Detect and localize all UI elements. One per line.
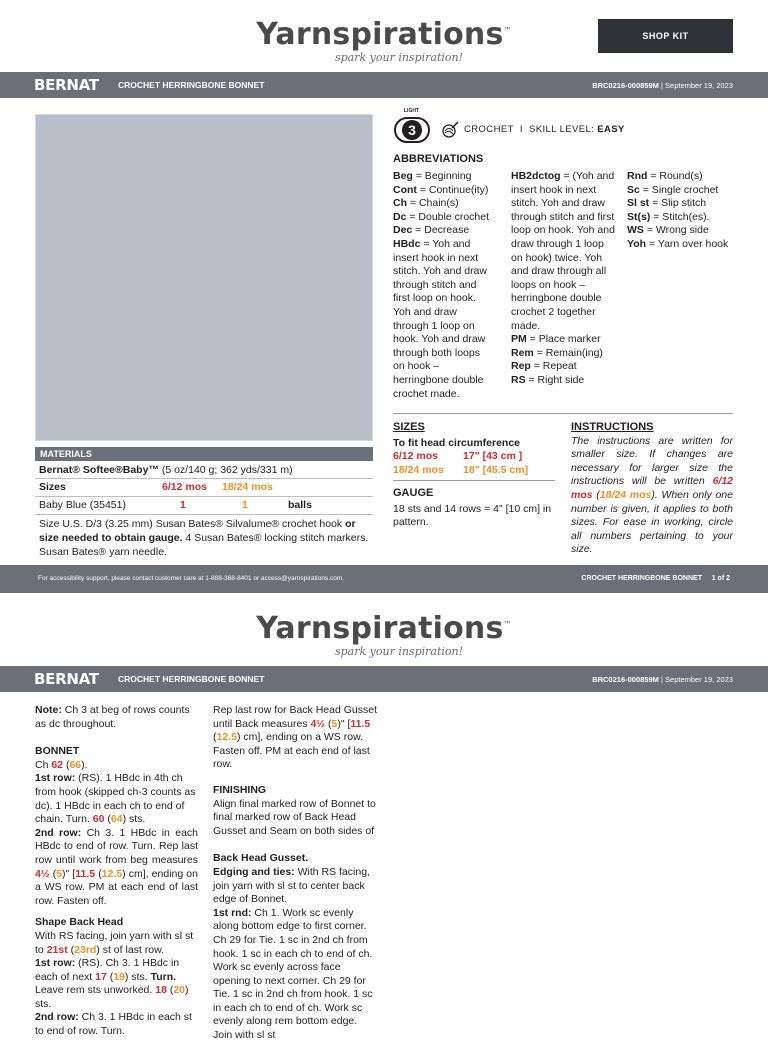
n: 4½ <box>310 717 326 730</box>
abbreviation-entry <box>627 238 735 252</box>
sizes-label: Sizes <box>39 481 66 493</box>
abbreviation-definition: = Beginning <box>412 170 472 182</box>
skill-label: SKILL LEVEL: <box>529 124 595 135</box>
chain-instruction <box>35 759 198 773</box>
n: 12.5 <box>216 731 237 744</box>
gauge-text: 18 sts and 14 rows = 4" [10 cm] in pattern. <box>393 502 552 528</box>
note-paragraph <box>35 704 198 731</box>
notions-text: 4 Susan Bates® locking stitch markers. Susan Bates® yarn needle. <box>39 532 369 558</box>
skill-level: EASY <box>597 124 625 135</box>
logo-word: Yarnspirations <box>256 17 504 52</box>
abbreviation-term: HB2dctog <box>511 170 561 182</box>
t: ) st of last row. <box>96 943 164 956</box>
brand-logo: BERNAT <box>34 76 99 94</box>
note-text: Ch 3 at beg of rows counts as dc throughout. <box>35 704 190 730</box>
instructions-size-2: 18/24 mos <box>599 488 652 501</box>
logo-tagline: spark your inspiration! <box>334 51 464 64</box>
t: With RS facing, join yarn with sl st to <box>35 929 194 956</box>
size-col-1: 6/12 mos <box>162 481 207 493</box>
abbreviation-definition: = Decrease <box>412 224 470 237</box>
yarn-weight-number: 3 <box>402 120 422 140</box>
row-label: 2nd row: <box>35 826 82 839</box>
n: 17 <box>95 970 107 983</box>
page2-right-column <box>213 704 377 1043</box>
skill-sep: I <box>519 124 523 135</box>
pattern-title: CROCHET HERRINGBONE BONNET <box>118 80 265 90</box>
logo-tagline: spark your inspiration! <box>334 645 464 658</box>
t: ( <box>95 867 102 880</box>
abbreviation-term: Ch <box>393 197 407 210</box>
row-label: 1st row: <box>35 957 76 970</box>
crochet-hook-icon <box>441 121 459 139</box>
pattern-code-number: BRC0216-000859M <box>592 675 659 684</box>
pattern-code-number: BRC0216-000859M <box>592 81 659 90</box>
sizes-divider <box>393 480 555 481</box>
t: ( <box>63 758 70 771</box>
yarn-weight-icon <box>394 117 430 143</box>
abbreviation-entry <box>511 170 615 333</box>
n: 23rd <box>74 943 97 956</box>
shape-back-head-heading: Shape Back Head <box>35 916 124 929</box>
abbreviation-entry <box>511 374 615 388</box>
abbreviation-entry <box>627 224 735 238</box>
note-label: Note: <box>35 704 62 716</box>
t: ) cm], ending on a WS row. Fasten off. PM at each end of last row. <box>213 731 370 771</box>
logo-trademark: ™ <box>503 620 512 629</box>
abbreviation-term: Dec <box>393 224 413 237</box>
abbreviation-entry <box>627 184 735 198</box>
sizes-title: SIZES <box>393 421 425 433</box>
t: ) sts. <box>124 970 151 983</box>
yarn-spec: (5 oz/140 g; 362 yds/331 m) <box>158 464 293 476</box>
color-name: Baby Blue (35451) <box>39 499 126 511</box>
abbreviation-term: Rnd <box>627 170 648 182</box>
size-2-label: 18/24 mos <box>393 463 444 476</box>
n: 4½ <box>35 867 50 880</box>
qty-unit: balls <box>288 499 312 511</box>
t: ( <box>104 813 111 826</box>
yarn-row <box>35 461 373 479</box>
edge-label: Edging and ties: <box>213 865 295 878</box>
abbreviation-definition: = Stitch(es). <box>650 210 710 223</box>
instructions-text-3: ). When only one number is given, it applies to both sizes. For ease in working, circle all numbers pertaining to your size. <box>571 488 733 556</box>
bonnet-heading: BONNET <box>35 745 80 758</box>
instructions-text-2: ( <box>592 488 600 501</box>
instructions-size-1: 6/12 mos <box>571 475 733 501</box>
abbreviation-term: Rep <box>511 360 531 373</box>
abbreviation-term: Dc <box>393 210 407 223</box>
n: 11.5 <box>75 867 96 880</box>
title-bar-2 <box>0 666 768 692</box>
abbreviation-entry <box>627 197 735 211</box>
abbreviation-definition: = Single crochet <box>639 183 719 196</box>
yarn-name: Bernat® Softee®Baby™ <box>39 464 159 476</box>
pattern-date: | September 19, 2023 <box>661 675 733 684</box>
sizes-block <box>393 421 555 530</box>
logo-trademark: ™ <box>503 26 512 35</box>
row-2-instruction <box>35 827 198 909</box>
sizes-row <box>35 479 373 497</box>
abbreviation-definition: = Continue(ity) <box>416 183 489 196</box>
t: ( <box>106 970 114 983</box>
abbreviation-term: Yoh <box>627 237 647 250</box>
abbreviation-term: PM <box>511 333 527 346</box>
abbreviation-definition: = Wrong side <box>643 224 709 237</box>
abbreviation-term: WS <box>627 224 644 237</box>
abbreviation-entry <box>393 184 493 198</box>
color-row <box>35 497 373 515</box>
shop-kit-button[interactable]: SHOP KIT <box>598 19 733 53</box>
instructions-block <box>571 421 733 557</box>
abbreviations-col-2 <box>511 170 615 388</box>
t: ( <box>49 867 57 880</box>
t: (RS). Ch 3. 1 HBdc in each of next <box>35 957 180 983</box>
abbreviation-term: HBdc <box>393 237 421 250</box>
t: Ch 1. Work sc evenly along bottom edge to first corner. Ch 29 for Tie. 1 sc in 2nd ch from hook. 1 sc in each ch to end of ch. Work sc evenly across face opening to next corner. Ch 29 for Tie. 1 sc in 2nd ch from hook. 1 sc in each ch to end of ch. Work sc evenly along rem bottom edge. Join with sl st <box>213 906 373 1042</box>
n: 19 <box>113 970 125 983</box>
finishing-text: Align final marked row of Bonnet to final marked row of Back Head Gusset and Seam on both sides of <box>213 797 376 837</box>
gusset-heading: Back Head Gusset. <box>213 852 309 865</box>
yarnspirations-logo-2 <box>0 610 768 658</box>
t: Ch 3. 1 HBdc in each HBdc to end of row. Turn. Rep last row until work from beg measures <box>35 826 199 866</box>
n: 62 <box>51 758 64 771</box>
row-label: 1st row: <box>35 772 76 785</box>
size-col-2: 18/24 mos <box>222 481 273 493</box>
abbreviation-entry <box>393 224 493 238</box>
skill-line <box>464 124 625 135</box>
pattern-title: CROCHET HERRINGBONE BONNET <box>118 674 265 684</box>
t: Turn. <box>150 970 177 983</box>
page-footer <box>0 565 768 593</box>
qty-size-2: 1 <box>242 499 248 511</box>
pattern-date: | September 19, 2023 <box>661 81 733 90</box>
abbreviation-entry <box>393 238 493 401</box>
abbreviation-entry <box>393 211 493 225</box>
abbreviations-col-3 <box>627 170 735 252</box>
abbreviation-definition: = Double crochet <box>406 210 490 223</box>
pattern-code <box>592 675 733 684</box>
abbreviation-entry <box>627 211 735 225</box>
yarn-weight-label: LIGHT <box>404 108 419 114</box>
accessibility-note: For accessibility support, please contact customer care at 1-888-368-8401 or access@yarnspirations.com. <box>38 575 345 582</box>
n: 66 <box>69 758 82 771</box>
n: 18 <box>155 984 167 997</box>
finishing-heading: FINISHING <box>213 783 267 796</box>
abbreviation-entry <box>511 360 615 374</box>
abbreviation-term: RS <box>511 373 526 386</box>
n: 21st <box>46 943 68 956</box>
t: (RS). 1 HBdc in 4th ch from hook (skipped ch-3 counts as dc). 1 HBdc in each ch to end of chain. Turn. <box>35 772 196 826</box>
t: Ch <box>35 758 52 771</box>
materials-heading: MATERIALS <box>35 447 373 461</box>
n: 11.5 <box>350 717 371 730</box>
size-1-label: 6/12 mos <box>393 450 438 462</box>
n: 20 <box>173 984 186 997</box>
t: )" [ <box>337 717 351 730</box>
instructions-title: INSTRUCTIONS <box>571 421 654 433</box>
title-bar <box>0 72 768 98</box>
logo-word: Yarnspirations <box>256 611 504 646</box>
abbreviation-term: Sl st <box>627 197 650 210</box>
abbreviation-entry <box>511 333 615 347</box>
abbreviations-title: ABBREVIATIONS <box>393 153 484 165</box>
abbreviation-entry <box>511 347 615 361</box>
t: )" [ <box>62 867 76 880</box>
t: ( <box>325 717 332 730</box>
t: ) sts. <box>122 813 146 826</box>
divider <box>393 413 733 414</box>
hook-text: Size U.S. D/3 (3.25 mm) Susan Bates® Silvalume® crochet hook <box>39 518 346 530</box>
shape-join-instruction <box>35 930 198 957</box>
bonnet-photo <box>35 114 373 441</box>
gauge-note: or size needed to obtain gauge. <box>39 518 356 544</box>
t: ). <box>81 758 88 771</box>
t: ) cm], ending on a WS row. PM at each end of last row. Fasten off. <box>35 867 198 907</box>
abbreviation-definition: = Yarn over hook <box>646 237 729 250</box>
abbreviation-definition: = Slip stitch <box>649 197 707 210</box>
t: ( <box>67 943 75 956</box>
abbreviation-term: Rem <box>511 346 534 359</box>
abbreviation-term: St(s) <box>627 210 651 223</box>
n: 60 <box>92 813 105 826</box>
abbreviation-definition: = Chain(s) <box>407 197 459 210</box>
abbreviation-definition: = Place marker <box>526 333 601 346</box>
qty-size-1: 1 <box>180 499 186 511</box>
n: 12.5 <box>101 867 123 880</box>
gusset-repeat-instruction <box>213 704 377 772</box>
t: With RS facing, join yarn with sl st to center back edge of Bonnet. <box>213 865 370 906</box>
t: Rep last row for Back Head Gusset until Back measures <box>213 704 377 730</box>
rnd-1-instruction <box>213 907 377 1043</box>
abbreviation-entry <box>393 170 493 184</box>
materials-box <box>35 447 373 560</box>
abbreviation-entry <box>393 197 493 211</box>
row-1-instruction <box>35 772 198 826</box>
pattern-code <box>592 81 733 90</box>
t: Ch 3. 1 HBdc in each st to end of row. Turn. <box>35 1011 192 1038</box>
page2-left-column <box>35 704 198 1039</box>
instructions-text <box>571 435 733 557</box>
craft-type: CROCHET <box>464 124 514 135</box>
size-1-measure: 17" [43 cm ] <box>463 450 523 462</box>
abbreviation-entry <box>627 170 735 184</box>
abbreviation-definition: = (Yoh and insert hook in next stitch. Yoh and draw through stitch and first loop on hook. Yoh and draw through 1 loop on hook) twice. Yoh and draw through all loops on hook – herringbone double crochet 2 together made. <box>511 170 615 332</box>
gauge-title: GAUGE <box>393 487 434 499</box>
abbreviation-definition: = Remain(ing) <box>533 346 603 359</box>
n: 64 <box>110 813 123 826</box>
row-label: 2nd row: <box>35 1011 79 1024</box>
size-2-measure: 18" [45.5 cm] <box>463 463 529 476</box>
n: 5 <box>56 867 63 880</box>
abbreviation-term: Cont <box>393 183 417 196</box>
edging-instruction <box>213 866 377 907</box>
instructions-text-1: The instructions are written for smaller size. If changes are necessary for larger size the instructions will be written <box>571 434 733 488</box>
brand-logo: BERNAT <box>34 670 99 688</box>
t: Leave rem sts unworked. <box>35 984 156 997</box>
t: ) sts. <box>35 984 189 1010</box>
t: ( <box>213 731 217 744</box>
footer-page-info: CROCHET HERRINGBONE BONNET 1 of 2 <box>581 575 730 582</box>
shape-row-1-instruction <box>35 957 198 1011</box>
shape-row-2-instruction <box>35 1011 198 1038</box>
hook-row <box>35 515 373 560</box>
abbreviation-term: Beg <box>393 170 413 182</box>
sizes-subtitle: To fit head circumference <box>393 436 521 449</box>
abbreviation-definition: = Yoh and insert hook in next stitch. Yoh and draw through stitch and first loop on hook. Yoh and draw through 1 loop on hook. Yoh and draw through both loops on hook – herringbone double crochet made. <box>393 237 487 400</box>
abbreviation-term: Sc <box>627 183 640 196</box>
n: 5 <box>331 717 338 730</box>
abbreviations-col-1 <box>393 170 493 401</box>
t: ( <box>166 984 174 997</box>
abbreviation-definition: = Round(s) <box>647 170 703 182</box>
abbreviation-definition: = Right side <box>525 373 585 386</box>
abbreviation-definition: = Repeat <box>530 360 577 373</box>
rnd-label: 1st rnd: <box>213 906 252 919</box>
